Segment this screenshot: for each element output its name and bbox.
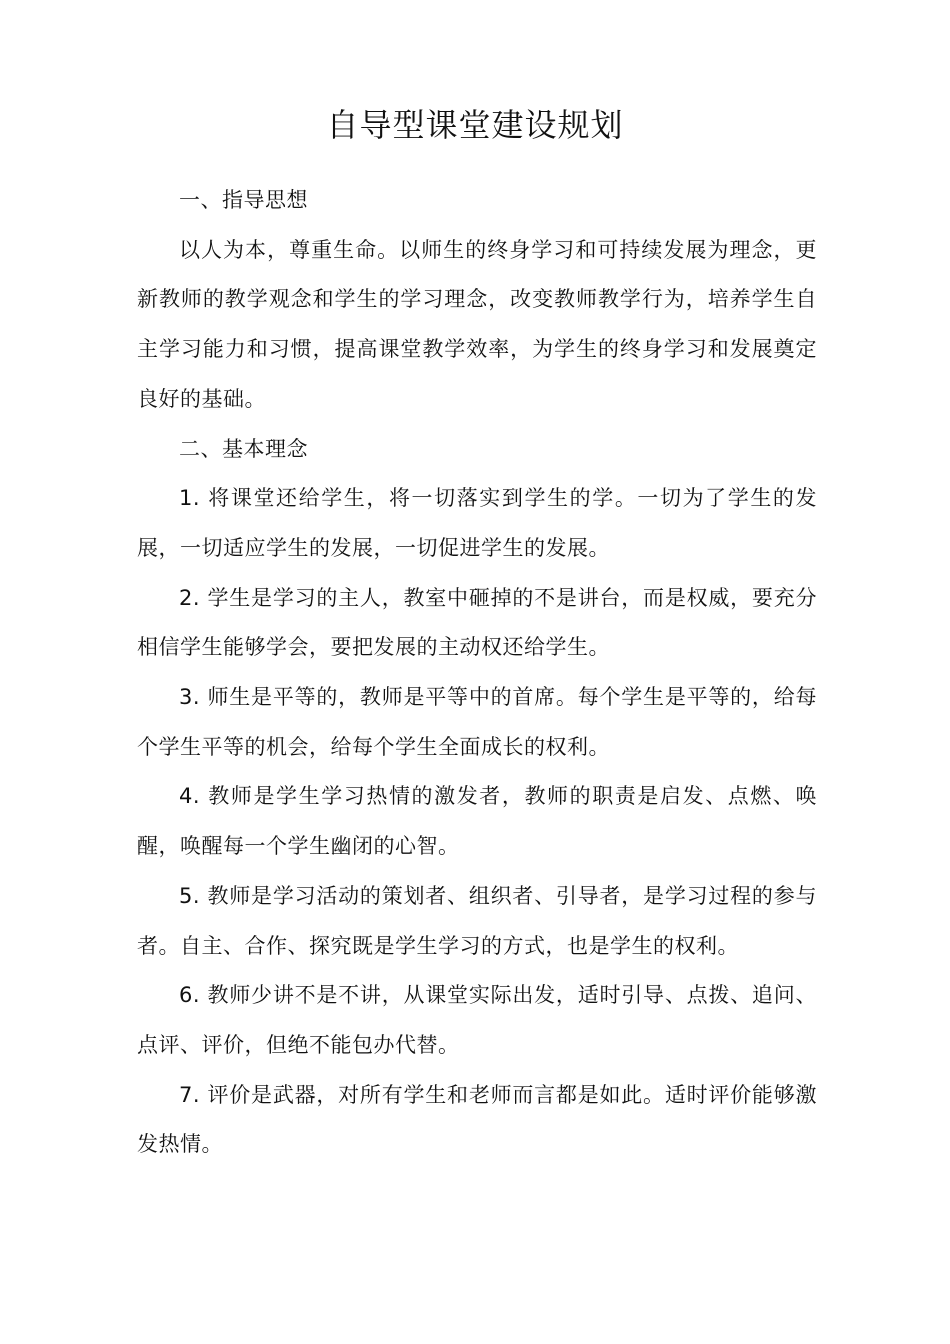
concept-item-1: 1. 将课堂还给学生，将一切落实到学生的学。一切为了学生的发展，一切适应学生的发展，一切促进学生的发展。 (137, 486, 817, 560)
document-body (137, 176, 817, 1170)
section-heading-guiding-ideology: 一、指导思想 (179, 188, 308, 212)
section-heading-basic-concepts: 二、基本理念 (179, 436, 308, 461)
document-title: 自导型课堂建设规划 (326, 106, 624, 144)
concept-item-4: 4. 教师是学生学习热情的激发者，教师的职责是启发、点燃、唤醒，唤醒每一个学生幽闭的心智。 (137, 784, 817, 859)
concept-item-5: 5. 教师是学习活动的策划者、组织者、引导者，是学习过程的参与者。自主、合作、探究既是学生学习的方式，也是学生的权利。 (137, 883, 817, 958)
concept-item-6: 6. 教师少讲不是不讲，从课堂实际出发，适时引导、点拨、追问、点评、评价，但绝不能包办代替。 (137, 983, 817, 1057)
concept-item-3: 3. 师生是平等的，教师是平等中的首席。每个学生是平等的，给每个学生平等的机会，给每个学生全面成长的权利。 (137, 685, 817, 759)
concept-item-2: 2. 学生是学习的主人，教室中砸掉的不是讲台，而是权威，要充分相信学生能够学会，要把发展的主动权还给学生。 (137, 585, 817, 660)
paragraph-guiding-ideology: 以人为本，尊重生命。以师生的终身学习和可持续发展为理念，更新教师的教学观念和学生的学习理念，改变教师教学行为，培养学生自主学习能力和习惯，提高课堂教学效率，为学生的终身学习和发展奠定良好的基础。 (137, 237, 817, 411)
concept-item-7: 7. 评价是武器，对所有学生和老师而言都是如此。适时评价能够激发热情。 (137, 1082, 817, 1157)
